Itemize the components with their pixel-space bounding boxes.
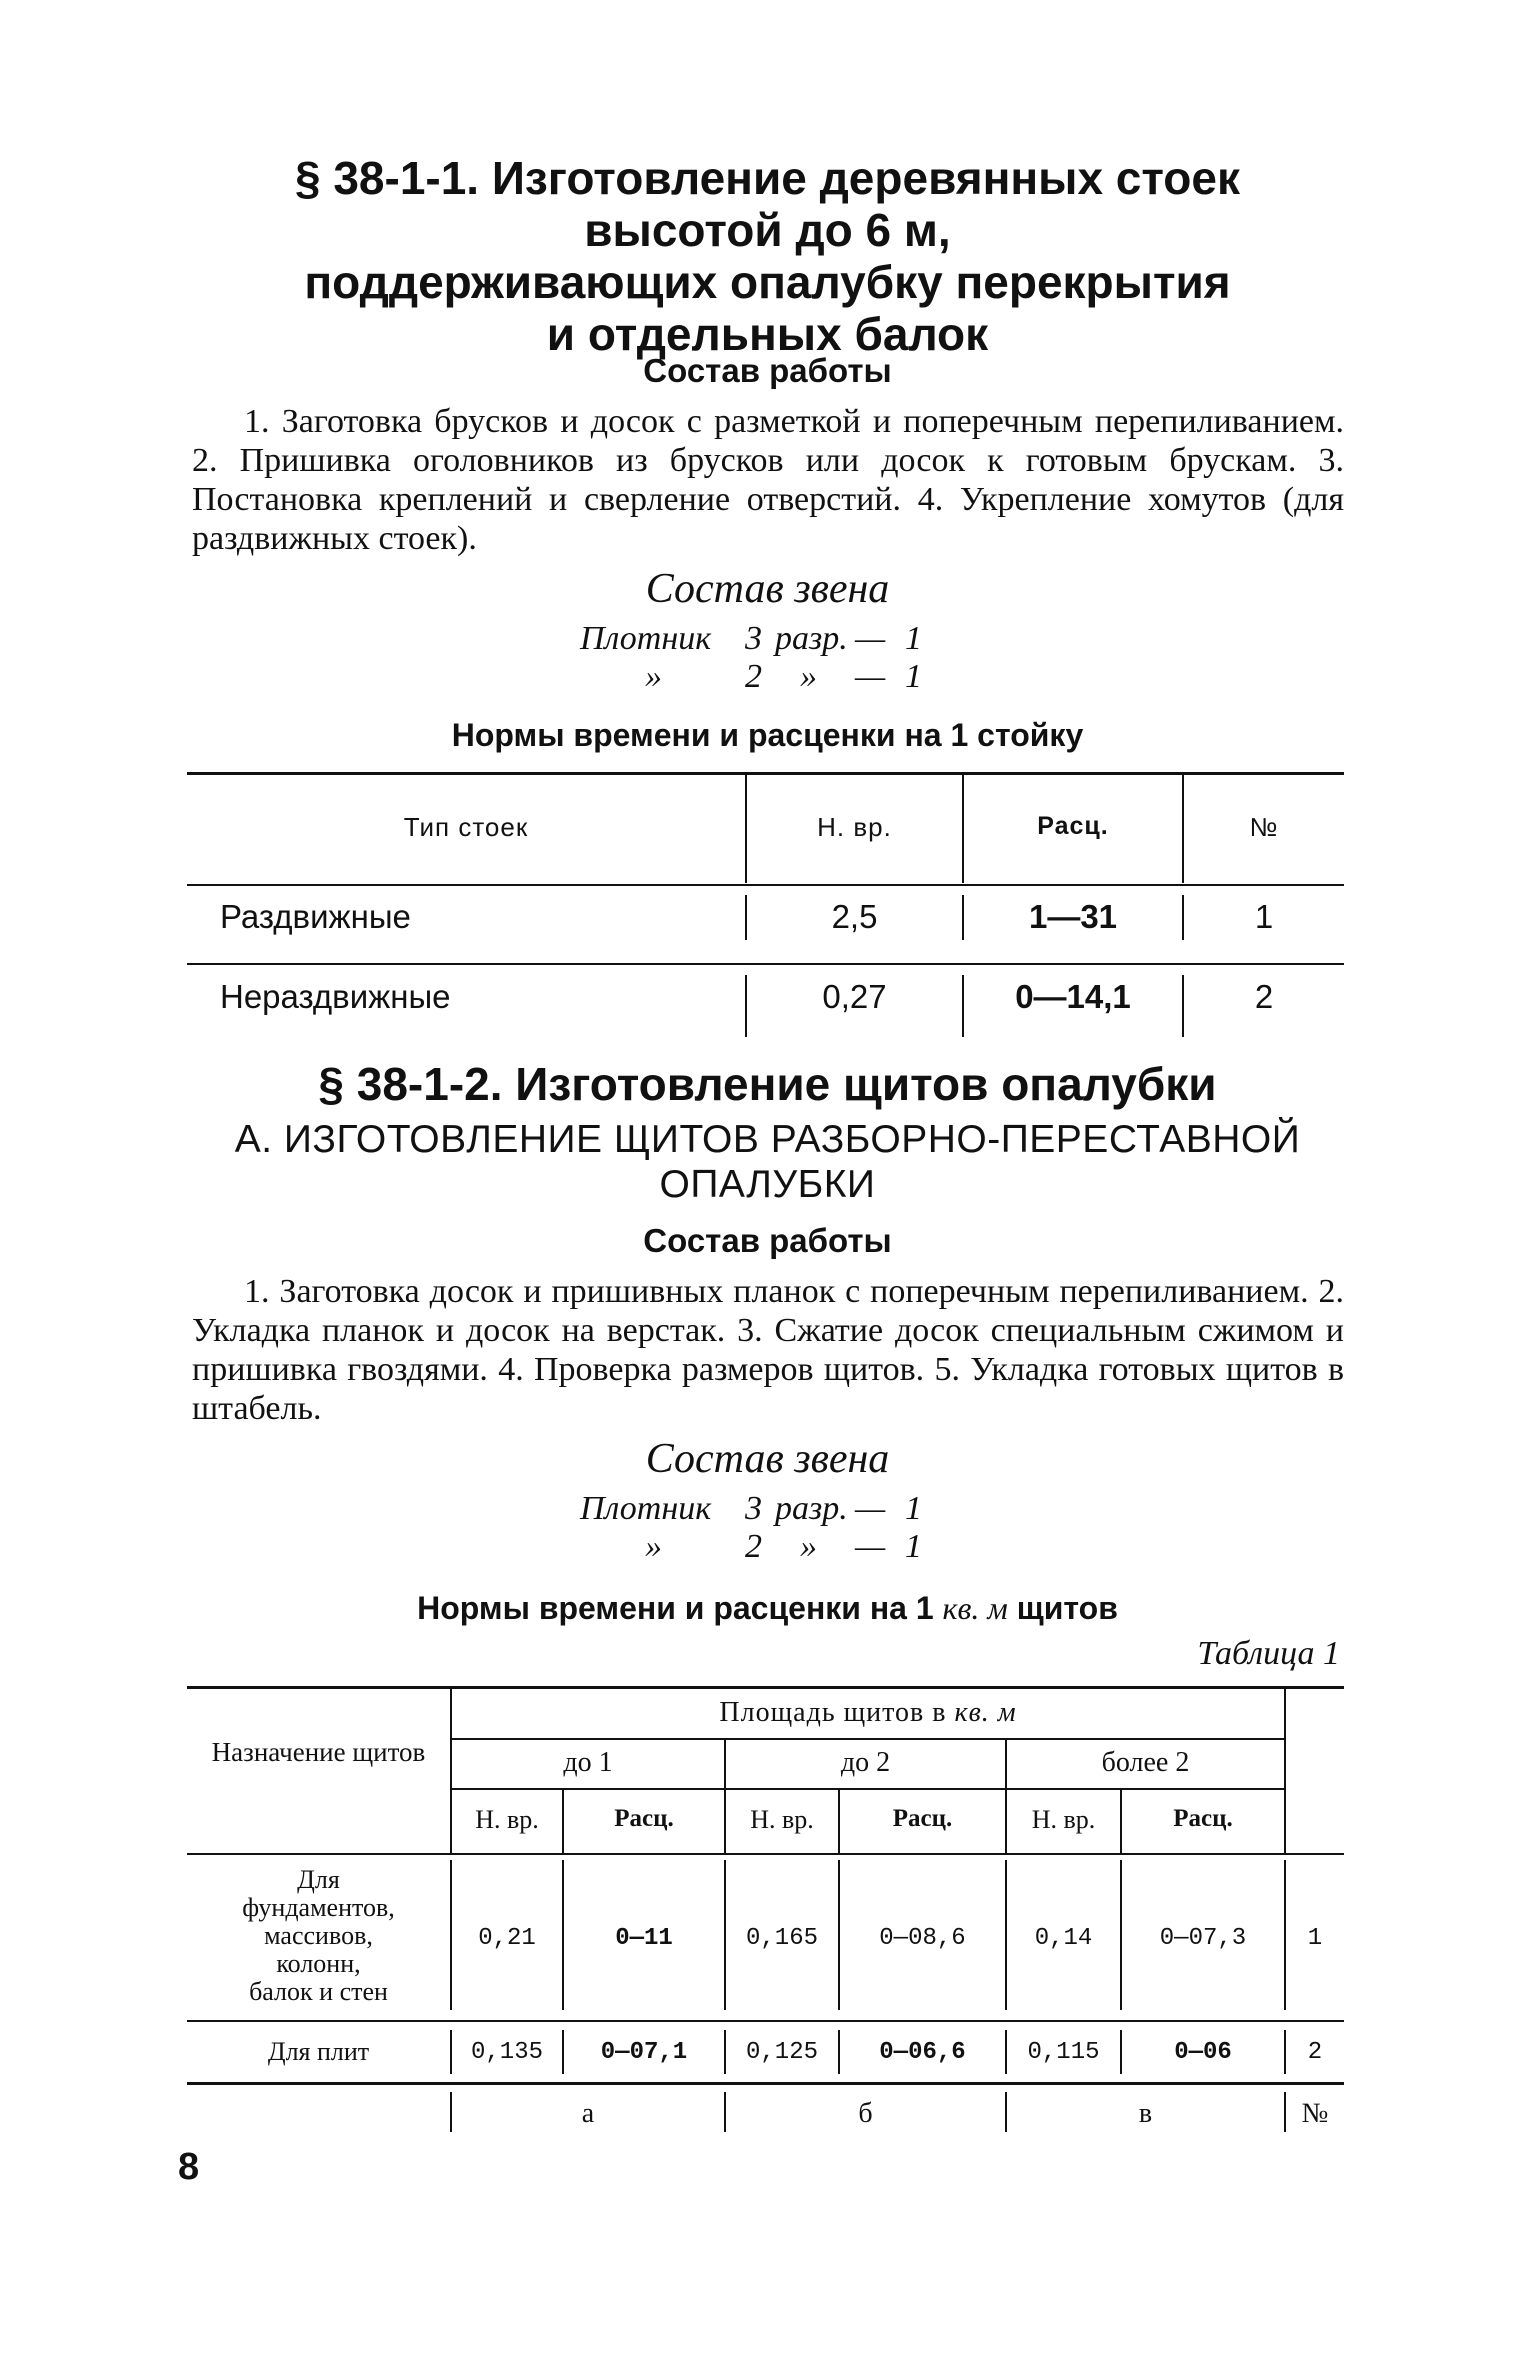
area-header-text: Площадь щитов в — [719, 1697, 947, 1728]
crew-count: 1 — [905, 620, 922, 657]
crew-profession: Плотник — [580, 620, 712, 657]
section1-title — [180, 152, 1355, 360]
subheader-rate: Расц. — [892, 1805, 953, 1832]
norms-heading-text: щитов — [1016, 1590, 1118, 1626]
area-header-unit: кв. м — [954, 1697, 1017, 1728]
cell-number: 2 — [1307, 2039, 1323, 2066]
subheader-time: Н. вр. — [475, 1805, 539, 1834]
group-header-2: до 2 — [840, 1747, 891, 1778]
section2-subtitle — [160, 1117, 1375, 1207]
crew-dash: — — [855, 658, 886, 695]
cell-number: 1 — [1307, 1925, 1323, 1952]
cell-time: 0,115 — [1027, 2039, 1100, 2066]
footer-number-sign: № — [1301, 2098, 1329, 2129]
cell-rate: 0—07,1 — [600, 2039, 688, 2066]
column-header-purpose: Назначение щитов — [211, 1737, 426, 1767]
cell-time: 0,135 — [470, 2039, 543, 2066]
cell-purpose — [187, 1866, 450, 2006]
cell-time: 0,165 — [745, 1925, 818, 1952]
group-header-1: до 1 — [563, 1747, 613, 1778]
cell-rate: 0—08,6 — [879, 1925, 966, 1952]
purpose-line: Для — [297, 1865, 340, 1894]
cell-time: 0,125 — [745, 2039, 818, 2066]
section2-norms-heading — [180, 1590, 1355, 1627]
column-header-type: Тип стоек — [403, 812, 529, 842]
crew-count: 1 — [905, 1528, 922, 1565]
crew-dash: — — [855, 1490, 886, 1527]
section1-crew-heading: Состав звена — [645, 566, 890, 612]
footer-letter: б — [858, 2098, 873, 2129]
section1-title-line: высотой до 6 м, — [584, 204, 951, 256]
section1-work-heading: Состав работы — [643, 352, 892, 389]
column-header-area — [452, 1697, 1284, 1729]
section2-work-heading: Состав работы — [643, 1222, 892, 1259]
section1-work-text — [192, 402, 1344, 558]
page-number: 8 — [178, 2146, 200, 2188]
crew-count: 1 — [905, 658, 922, 695]
crew-grade-suffix: разр. — [775, 1490, 848, 1527]
crew-grade-suffix: разр. — [775, 620, 848, 657]
norms-heading-text: Нормы времени и расценки на 1 — [417, 1590, 934, 1626]
column-header-time: Н. вр. — [817, 812, 892, 842]
cell-number: 2 — [1254, 978, 1274, 1015]
cell-rate: 0—07,3 — [1159, 1925, 1247, 1952]
column-header-rate: Расц. — [1037, 812, 1109, 840]
purpose-line: фундаментов, — [242, 1893, 395, 1922]
cell-time: 2,5 — [831, 898, 878, 935]
group-header-3: более 2 — [1101, 1747, 1190, 1778]
cell-type: Раздвижные — [220, 898, 411, 935]
crew-grade-suffix: » — [800, 1528, 817, 1565]
table-label: Таблица 1 — [1197, 1635, 1340, 1672]
cell-rate: 0—14,1 — [1015, 978, 1131, 1015]
crew-profession: » — [645, 658, 662, 695]
cell-time: 0,14 — [1034, 1925, 1093, 1952]
cell-rate: 0—06,6 — [879, 2039, 966, 2066]
crew-grade: 3 — [745, 1490, 762, 1527]
crew-grade: 2 — [745, 658, 762, 695]
section1-work-text-body: 1. Заготовка брусков и досок с разметкой и поперечным перепиливанием. 2. Пришивка оголовников из брусков или досок к готовым брускам. 3. Постановка креплений и сверление отверстий. 4. Укрепление хомутов (для раздвижных стоек). — [192, 403, 1344, 557]
crew-grade: 3 — [745, 620, 762, 657]
section2-work-text — [192, 1272, 1344, 1428]
footer-letter: а — [581, 2098, 595, 2129]
subheader-time: Н. вр. — [750, 1805, 814, 1834]
footer-letter: в — [1138, 2098, 1153, 2129]
crew-grade-suffix: » — [800, 658, 817, 695]
section2-subtitle-line: А. ИЗГОТОВЛЕНИЕ ЩИТОВ РАЗБОРНО-ПЕРЕСТАВНОЙ — [234, 1118, 1301, 1161]
crew-grade: 2 — [745, 1528, 762, 1565]
section1-title-line: § 38-1-1. Изготовление деревянных стоек — [294, 152, 1241, 204]
column-header-number: № — [1249, 812, 1279, 842]
section1-title-line: и отдельных балок — [546, 308, 989, 360]
section2-title: § 38-1-2. Изготовление щитов опалубки — [318, 1058, 1217, 1110]
crew-dash: — — [855, 1528, 886, 1565]
cell-time: 0,27 — [822, 978, 887, 1015]
crew-count: 1 — [905, 1490, 922, 1527]
purpose-line: колонн, — [276, 1949, 361, 1978]
subheader-time: Н. вр. — [1031, 1805, 1096, 1834]
cell-rate: 0—11 — [615, 1925, 673, 1952]
subheader-rate: Расц. — [614, 1805, 674, 1832]
section2-subtitle-line: ОПАЛУБКИ — [659, 1163, 876, 1206]
section2-work-text-body: 1. Заготовка досок и пришивных планок с поперечным перепиливанием. 2. Укладка планок и досок на верстак. 3. Сжатие досок специальным сжимом и пришивка гвоздями. 4. Проверка размеров щитов. 5. Укладка готовых щитов в штабель. — [192, 1273, 1344, 1427]
cell-time: 0,21 — [478, 1925, 536, 1952]
crew-dash: — — [855, 620, 886, 657]
cell-purpose: Для плит — [267, 2037, 370, 2066]
cell-rate: 1—31 — [1028, 898, 1118, 935]
cell-rate: 0—06 — [1174, 2039, 1232, 2066]
crew-profession: » — [645, 1528, 662, 1565]
crew-profession: Плотник — [580, 1490, 712, 1527]
section2-crew-heading: Состав звена — [645, 1436, 890, 1482]
section1-norms-heading: Нормы времени и расценки на 1 стойку — [451, 717, 1084, 753]
cell-number: 1 — [1254, 898, 1274, 935]
subheader-rate: Расц. — [1173, 1805, 1233, 1832]
purpose-line: массивов, — [264, 1921, 373, 1950]
norms-heading-unit: кв. м — [942, 1590, 1008, 1626]
purpose-line: балок и стен — [249, 1977, 388, 2006]
section1-title-line: поддерживающих опалубку перекрытия — [304, 256, 1231, 308]
cell-type: Нераздвижные — [220, 978, 451, 1015]
